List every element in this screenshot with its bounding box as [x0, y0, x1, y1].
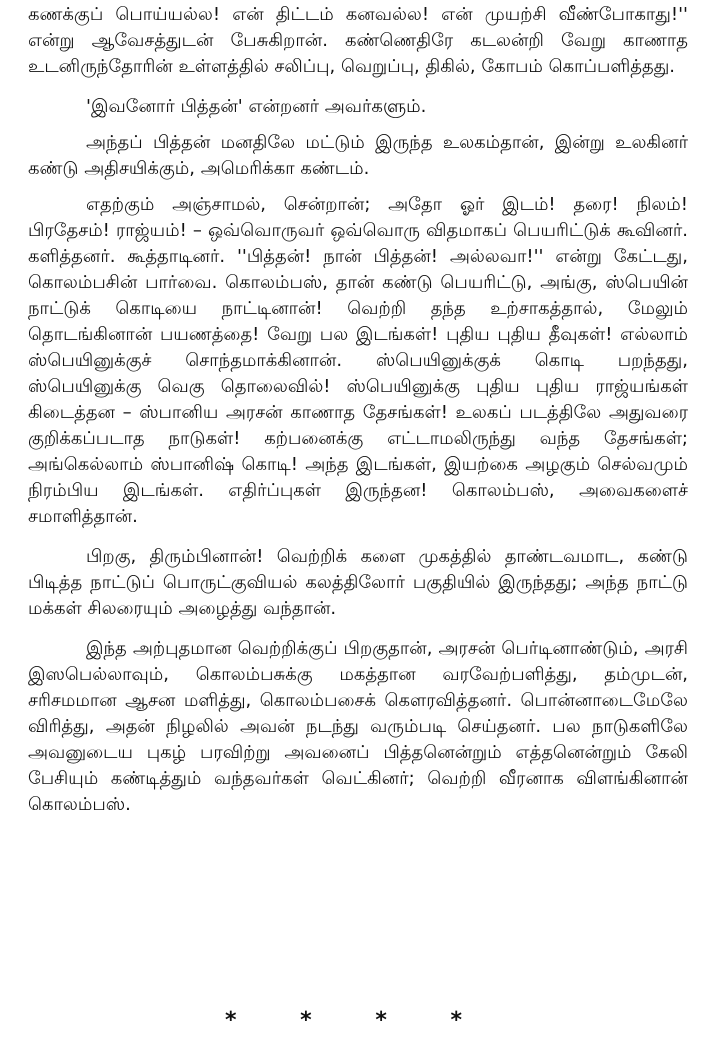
paragraph-2: 'இவனோர் பித்தன்' என்றனர் அவர்களும். — [86, 96, 427, 117]
page-body — [28, 2, 688, 818]
paragraph-6: இந்த அற்புதமான வெற்றிக்குப் பிறகுதான், அரசன் பெர்டினாண்டும், அரசி இஸபெல்லாவும், கொலம்பசுக்கு மகத்தான வரவேற்பளித்து, தம்முடன், சரிசமமான ஆசன மளித்து, கொலம்பசைக் கௌரவித்தனர். பொன்னாடைமேலே விரித்து, அதன் நிழலில் அவன் நடந்து வரும்படி செய்தனர். பல நாடுகளிலே அவனுடைய புகழ் பரவிற்று அவனைப் பித்தனென்றும் எத்தனென்றும் கேலி பேசியும் கண்டித்தும் வந்தவர்கள் வெட்கினர்; வெற்றி வீரனாக விளங்கினான் கொலம்பஸ். — [28, 638, 688, 815]
paragraph-4: எதற்கும் அஞ்சாமல், சென்றான்; அதோ ஓர் இடம்! தரை! நிலம்! பிரதேசம்! ராஜ்யம்! – ஒவ்வொருவர் ஒவ்வொரு விதமாகப் பெயரிட்டுக் கூவினர். களித்தனர். கூத்தாடினர். ''பித்தன்! நான் பித்தன்! அல்லவா!'' என்று கேட்டது, கொலம்பசின் பார்வை. கொலம்பஸ், தான் கண்டு பெயரிட்டு, அங்கு, ஸ்பெயின் நாட்டுக் கொடியை நாட்டினான்! வெற்றி தந்த உற்சாகத்தால், மேலும் தொடங்கினான் பயணத்தை! வேறு பல இடங்கள்! புதிய புதிய தீவுகள்! எல்லாம் ஸ்பெயினுக்குச் சொந்தமாக்கினான். ஸ்பெயினுக்குக் கொடி பறந்தது, ஸ்பெயினுக்கு வெகு தொலைவில்! ஸ்பெயினுக்கு புதிய புதிய ராஜ்யங்கள் கிடைத்தன – ஸ்பானிய அரசன் காணாத தேசங்கள்! உலகப் படத்திலே அதுவரை குறிக்கப்படாத நாடுகள்! கற்பனைக்கு எட்டாமலிருந்து வந்த தேசங்கள்; அங்கெல்லாம் ஸ்பானிஷ் கொடி! அந்த இடங்கள், இயற்கை அழகும் செல்வமும் நிரம்பிய இடங்கள். எதிர்ப்புகள் இருந்தன! கொலம்பஸ், அவைகளைச் சமாளித்தான். — [28, 194, 688, 527]
paragraph-1: கணக்குப் பொய்யல்ல! என் திட்டம் கனவல்ல! என் முயற்சி வீண்போகாது!'' என்று ஆவேசத்துடன் பேசுகிறான். கண்ணெதிரே கடலன்றி வேறு காணாத உடனிருந்தோரின் உள்ளத்தில் சலிப்பு, வெறுப்பு, திகில், கோபம் கொப்பளித்தது. — [28, 4, 688, 77]
section-separator: * * * * — [225, 1008, 490, 1033]
paragraph-3: அந்தப் பித்தன் மனதிலே மட்டும் இருந்த உலகம்தான், இன்று உலகினர் கண்டு அதிசயிக்கும், அமெரிக்கா கண்டம். — [28, 132, 688, 179]
paragraph-5: பிறகு, திரும்பினான்! வெற்றிக் களை முகத்தில் தாண்டவமாட, கண்டு பிடித்த நாட்டுப் பொருட்குவியல் கலத்திலோர் பகுதியில் இருந்தது; அந்த நாட்டு மக்கள் சிலரையும் அழைத்து வந்தான். — [28, 546, 688, 619]
